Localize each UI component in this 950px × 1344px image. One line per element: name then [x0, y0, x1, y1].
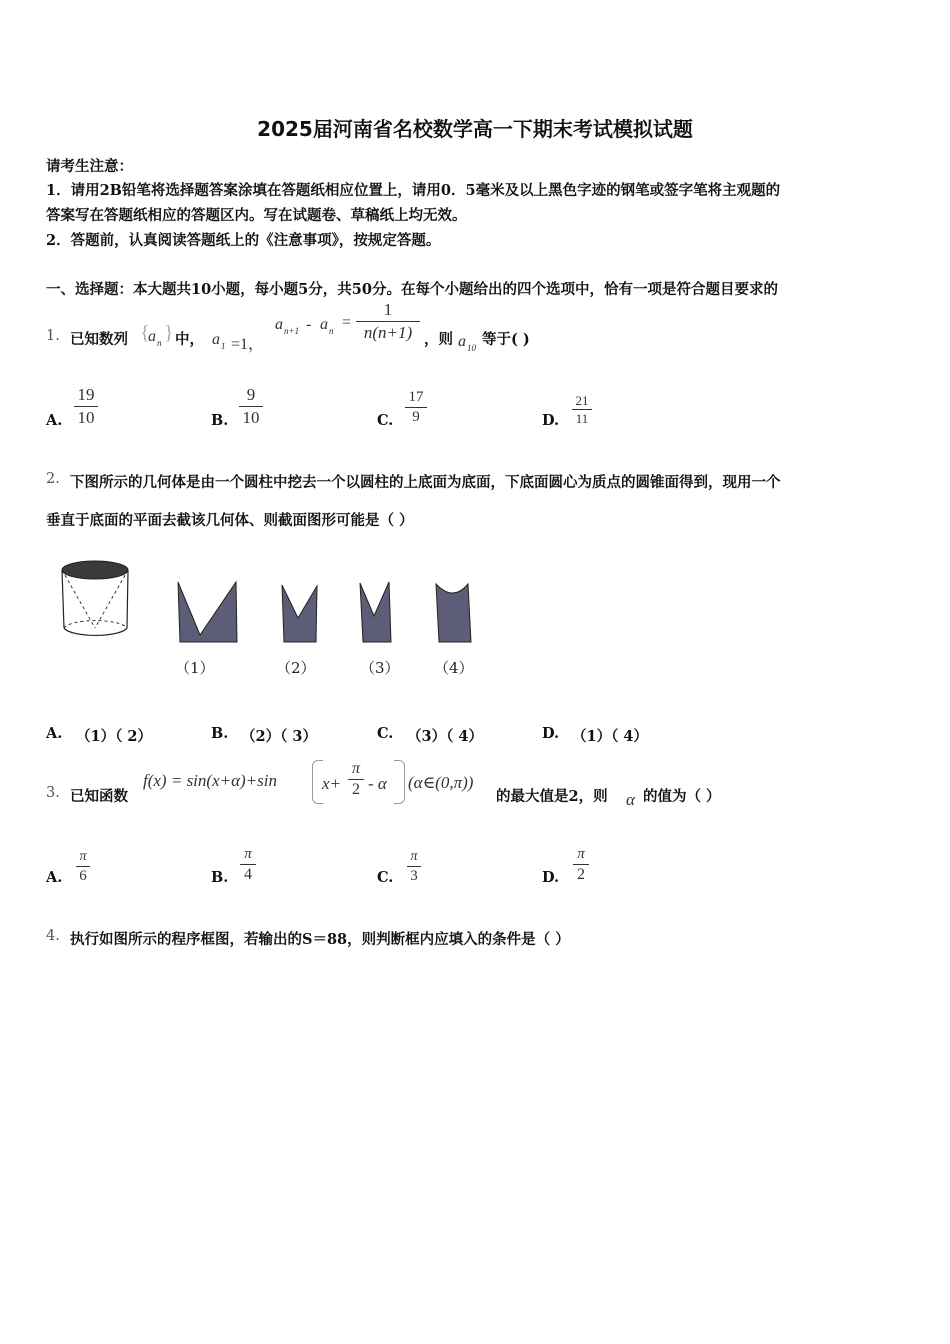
- q1-seq: a: [148, 328, 156, 345]
- q1-a10: a: [458, 333, 466, 350]
- q1-option-b-num: 9: [246, 385, 256, 404]
- q1-seq-sub: n: [157, 338, 162, 348]
- q2-fig-label-2: （2）: [276, 659, 316, 677]
- q3-text-1: 已知函数: [70, 788, 128, 805]
- section-shape-1: [178, 582, 237, 642]
- q3-domain: (α∈(0,π)): [408, 773, 474, 792]
- q1-option-d-value: [572, 393, 592, 426]
- q1-option-a-den: 10: [77, 408, 95, 427]
- q3-pi-num: π: [351, 760, 360, 777]
- section-shape-2: [282, 585, 317, 642]
- q3-alpha: α: [626, 790, 635, 809]
- q3-number: 3.: [46, 785, 60, 801]
- q3-option-a-den: 6: [79, 868, 87, 884]
- q2-option-a-text: （1）（ 2）: [76, 728, 152, 745]
- q3-func-left: f(x) = sin(x+α)+sin: [143, 771, 277, 790]
- q1-fraction-num: 1: [383, 300, 393, 319]
- q3-option-c-num: π: [410, 849, 418, 864]
- q1-option-d-label: D.: [542, 412, 560, 429]
- q1-option-c-num: 17: [408, 389, 424, 405]
- q3-option-d-label: D.: [542, 869, 560, 886]
- q3-option-d-num: π: [577, 846, 585, 862]
- q3-option-a-label: A.: [46, 869, 63, 886]
- q1-option-b-den: 10: [242, 408, 260, 427]
- q1-rec-b: a: [320, 316, 328, 333]
- q3-option-c-value: [407, 849, 421, 885]
- q3-option-b-label: B.: [211, 869, 229, 886]
- q1-option-d-den: 11: [575, 411, 589, 426]
- notice-line-1b: 答案写在答题纸相应的答题区内。写在试题卷、草稿纸上均无效。: [46, 207, 467, 224]
- q2-option-c-label: C.: [377, 725, 394, 742]
- q1-rec-sub2: n: [329, 326, 334, 336]
- q1-rec-minus: -: [306, 316, 312, 333]
- q2-option-a-label: A.: [46, 725, 63, 742]
- q2-option-c-text: （3）（ 4）: [407, 728, 483, 745]
- q3-pi-half: [348, 760, 364, 799]
- q1-option-c-value: [405, 389, 427, 426]
- q3-text-3: 的值为（ ）: [643, 788, 721, 805]
- q1-text-4: 等于( ): [482, 331, 530, 348]
- q3-bracket-in-1: x+: [322, 774, 342, 793]
- notice-heading: 请考生注意：: [46, 158, 133, 175]
- q1-fraction: [356, 300, 420, 343]
- q2-line-1: 下图所示的几何体是由一个圆柱中挖去一个以圆柱的上底面为底面，下底面圆心为质点的圆锥面得到，现用一个: [70, 474, 781, 491]
- notice-line-2: 2．答题前，认真阅读答题纸上的《注意事项》，按规定答题。: [46, 232, 441, 249]
- q1-option-c-den: 9: [412, 409, 420, 425]
- q3-option-a-num: π: [79, 849, 87, 864]
- q1-a1-eq: =1，: [231, 336, 265, 353]
- q3-text-2: 的最大值是2，则: [496, 788, 608, 805]
- q1-option-d-num: 21: [575, 393, 589, 408]
- q3-bracket-in-2: - α: [368, 774, 387, 793]
- q3-option-c-label: C.: [377, 869, 394, 886]
- q2-figure: [50, 550, 490, 685]
- q2-option-b-text: （2）（ 3）: [241, 728, 317, 745]
- q1-fraction-den: n(n+1): [363, 323, 413, 342]
- q4-text: 执行如图所示的程序框图，若输出的S＝88，则判断框内应填入的条件是（ ）: [70, 931, 570, 948]
- q1-rec-eq: =: [342, 314, 352, 331]
- q1-number: 1.: [46, 328, 60, 344]
- q1-option-b-label: B.: [211, 412, 229, 429]
- q1-option-b-value: [239, 385, 263, 428]
- cylinder-figure: [62, 561, 128, 635]
- q1-option-c-label: C.: [377, 412, 394, 429]
- q1-rec-a: a: [275, 316, 283, 333]
- q2-fig-label-1: （1）: [175, 659, 215, 677]
- q1-a1: a: [212, 331, 220, 348]
- q3-pi-den: 2: [352, 781, 360, 798]
- q1-option-a-label: A.: [46, 412, 63, 429]
- q2-line-2: 垂直于底面的平面去截该几何体、则截面图形可能是（ ）: [46, 512, 414, 529]
- q1-brace-left: {: [140, 322, 150, 344]
- q3-option-a-value: [76, 849, 90, 885]
- q2-option-d-label: D.: [542, 725, 560, 742]
- section-shape-4: [436, 584, 471, 642]
- q2-fig-label-4: （4）: [434, 659, 474, 677]
- q3-option-b-value: [240, 846, 256, 884]
- q2-option-b-label: B.: [211, 725, 229, 742]
- q3-option-d-value: [573, 846, 589, 884]
- q2-fig-label-3: （3）: [360, 659, 400, 677]
- q3-option-d-den: 2: [577, 866, 585, 883]
- q1-text-2: 中，: [175, 331, 204, 348]
- q3-option-c-den: 3: [410, 868, 418, 884]
- q3-option-b-num: π: [244, 846, 252, 862]
- q1-a1-sub: 1: [221, 341, 226, 351]
- q1-rec-sub1: n+1: [284, 326, 300, 336]
- q1-a10-sub: 10: [467, 343, 476, 353]
- page-title: 2025届河南省名校数学高一下期末考试模拟试题: [257, 117, 693, 141]
- q2-option-d-text: （1）（ 4）: [572, 728, 648, 745]
- section-shape-3: [360, 582, 391, 642]
- q3-bracket-right: [394, 760, 405, 804]
- section-heading: 一、选择题：本大题共10小题，每小题5分，共50分。在每个小题给出的四个选项中，恰有一项是符合题目要求的: [46, 281, 778, 298]
- q3-option-b-den: 4: [244, 866, 252, 883]
- q1-text-1: 已知数列: [70, 331, 128, 348]
- q1-brace-right: }: [164, 322, 174, 344]
- notice-line-1a: 1．请用2B铅笔将选择题答案涂填在答题纸相应位置上，请用0．5毫米及以上黑色字迹的钢笔或签字笔将主观题的: [46, 182, 781, 199]
- q1-text-3: ，则: [424, 331, 453, 348]
- q1-option-a-num: 19: [77, 385, 95, 404]
- q2-number: 2.: [46, 471, 60, 487]
- q1-option-a-value: [74, 385, 98, 428]
- q4-number: 4.: [46, 928, 60, 944]
